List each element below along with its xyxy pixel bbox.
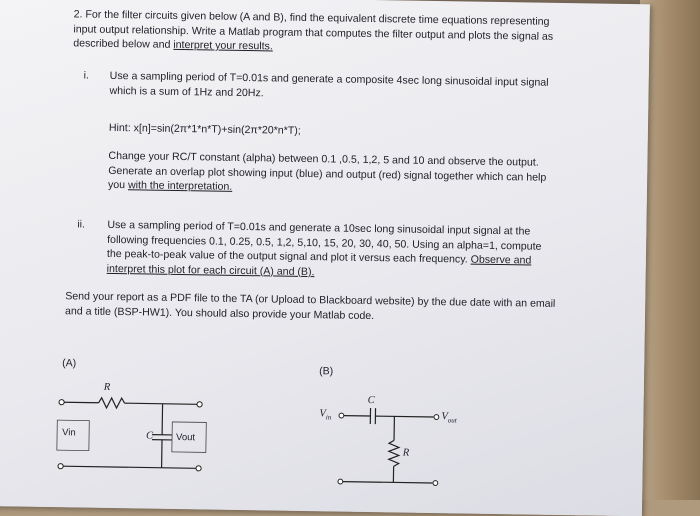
circuit-a-resistor-label: R [103, 381, 111, 393]
figure-b-label: (B) [319, 365, 334, 378]
circuit-b-diagram [337, 388, 479, 490]
item-i-text: Use a sampling period of T=0.01s and generate a composite 4sec long sinusoidal input signal which is a sum of 1Hz and 20Hz. [109, 69, 549, 99]
change-underlined: with the interpretation. [127, 179, 233, 194]
circuit-a-vout-label: Vout [175, 431, 196, 444]
vout-sub: out [447, 416, 457, 425]
circuit-b-capacitor-label: C [367, 394, 375, 407]
circuit-b-vin-label [319, 408, 331, 421]
item-ii-underlined: Observe and interpret this plot for each circuit (A) and (B). [106, 253, 532, 278]
item-ii-marker: ii. [77, 219, 85, 231]
item-i-change [108, 149, 559, 200]
resistor-b-symbol [389, 440, 399, 466]
desk-background [640, 0, 700, 516]
vin-main: V [319, 408, 326, 420]
figure-a-label: (A) [62, 357, 77, 370]
circuit-a-capacitor-label: C [145, 430, 154, 442]
vin-sub: in [325, 413, 332, 422]
circuit-b-vout-label [441, 411, 457, 424]
vout-main: V [441, 411, 448, 423]
item-ii-body: Use a sampling period of T=0.01s and generate a 10sec long sinusoidal input signal at the following frequencies 0.1, 0.25, 0.5, 1,2, 5,10, 15, 20, 30, 40, 50. Using an alpha=1, compute the peak-to-peak value of the output signal and plot it versus each frequency. [106, 218, 542, 266]
change-text: Change your RC/T constant (alpha) between 0.1 ,0.5, 1,2, 5 and 10 and observe the output. Generate an overlap plot showing input (blue) and output (red) signal together which can help you [107, 149, 547, 192]
item-ii-text [107, 218, 560, 283]
heading-text: 2. For the filter circuits given below (A and B), find the equivalent discrete time equations representing input output relationship. Write a Matlab program that computes the filter output and plots the signal as described below and [73, 8, 554, 52]
problem-heading [73, 7, 574, 59]
circuit-b-resistor-label: R [402, 447, 410, 459]
circuit-a-vin-label: Vin [62, 427, 76, 439]
item-i-hint: Hint: x[n]=sin(2π*1*n*T)+sin(2π*20*n*T); [108, 121, 301, 137]
resistor-symbol [99, 398, 125, 408]
send-instructions: Send your report as a PDF file to the TA (or Upload to Blackboard website) by the due date with an email and a title (BSP-HW1). You should also provide your Matlab code. [64, 290, 556, 322]
heading-underlined: interpret your results. [173, 39, 273, 53]
item-i-marker: i. [83, 70, 90, 82]
